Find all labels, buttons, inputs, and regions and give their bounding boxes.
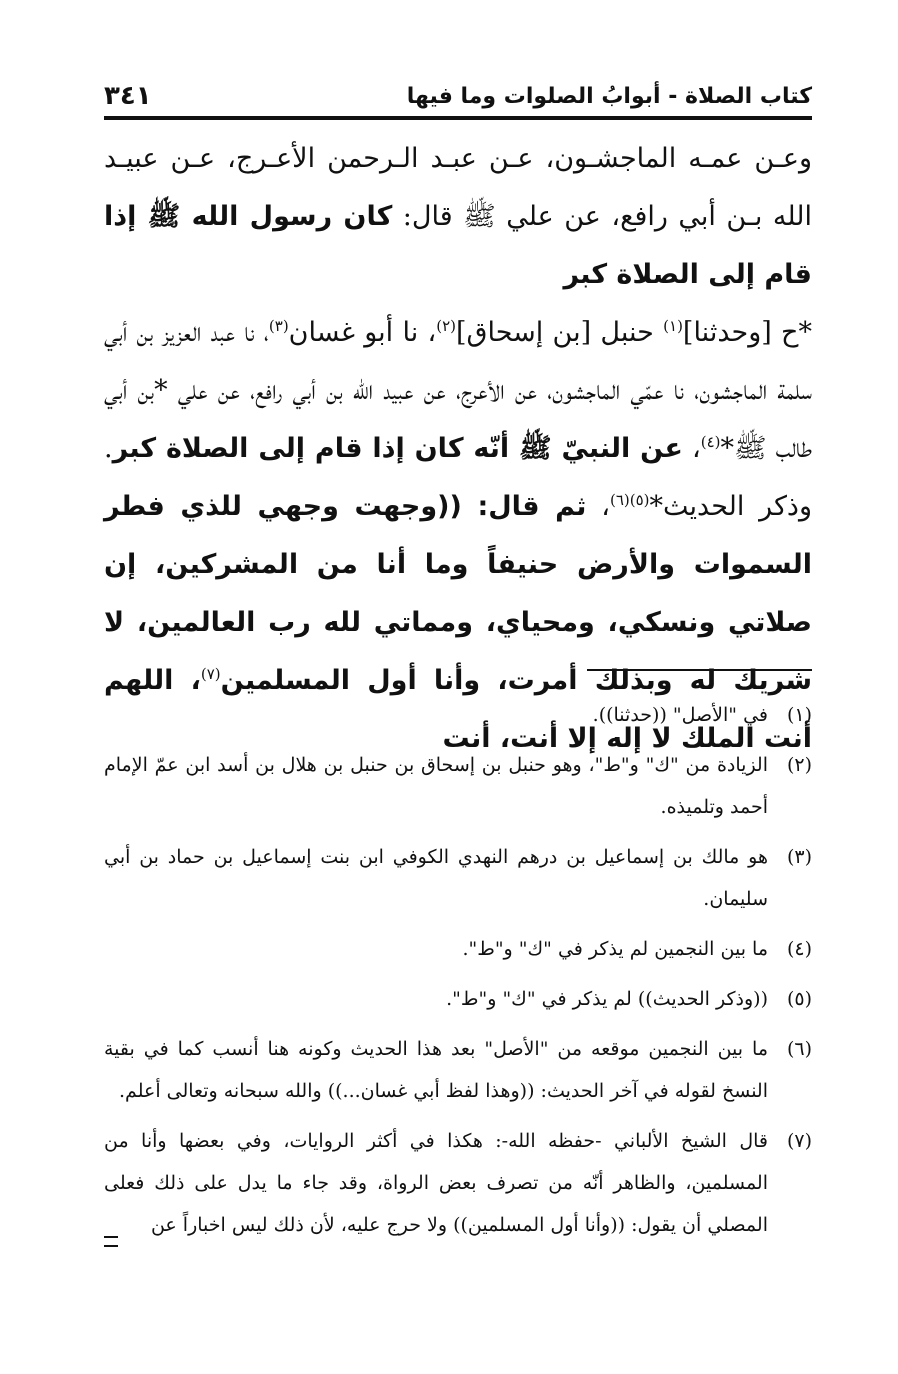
text-run: *ح [وحدثنا] (682, 317, 812, 348)
footnote-1 (104, 694, 812, 736)
paragraph-1 (104, 130, 812, 304)
footnote-ref: (٤) (700, 433, 721, 451)
hadith-text: ثم قال: ((وجهت وجهي للذي فطر السموات والأرض حنيفاً وما أنا من المشركين، إن صلاتي ونسكي، ومحياي، ومماتي لله رب العالمين، لا شريك له وبذلك أمرت، وأنا أول المسلمين (104, 491, 812, 696)
text-run: حنبل [بن إسحاق] (455, 317, 664, 348)
footnote-text: الزيادة من "ك" و"ط"، وهو حنبل بن إسحاق بن حنبل بن هلال بن أسد ابن عمّ الإمام أحمد وتلميذه. (104, 754, 768, 818)
footnote-ref: (١) (663, 317, 683, 335)
running-header (104, 78, 812, 114)
main-text (104, 130, 812, 768)
footnote-ref: (٣) (268, 317, 289, 335)
footnote-text: قال الشيخ الألباني -حفظه الله-: هكذا في أكثر الروايات، وفي بعضها وأنا من المسلمين، والظاهر أنّه من تصرف بعض الرواة، وقد جاء ما يدل على ذلك فعلى المصلي أن يقول: ((وأنا أول المسلمين)) ولا حرج عليه، لأن ذلك ليس اخباراً عن (104, 1130, 768, 1236)
footnote-text: ((وذكر الحديث)) لم يذكر في "ك" و"ط". (446, 988, 768, 1010)
footnote-5 (104, 978, 812, 1020)
continuation-mark (104, 1236, 118, 1247)
footnote-separator (587, 669, 812, 671)
hadith-text: كان رسول الله ﷺ إذا قام إلى الصلاة كبر (104, 201, 812, 290)
hadith-text: ، اللهم أنت الملك لا إله إلا أنت، أنت (104, 665, 812, 754)
footnote-text: ما بين النجمين موقعه من "الأصل" بعد هذا الحديث وكونه هنا أنسب كما في بقية النسخ لقوله في آخر الحديث: ((وهذا لفظ أبي غسان...)) والله سبحانه وتعالى أعلم. (104, 1038, 768, 1102)
footnote-2 (104, 744, 812, 828)
footnote-number: (٧) (786, 1130, 812, 1152)
footnote-ref: (٢) (436, 317, 456, 335)
text-run: ، (682, 433, 701, 464)
footnote-6 (104, 1028, 812, 1112)
footnote-number: (٢) (786, 754, 812, 776)
footnote-text: في "الأصل" ((حدثنا)). (592, 704, 768, 726)
footnote-text: هو مالك بن إسماعيل بن درهم النهدي الكوفي ابن بنت إسماعيل بن حماد بن أبي سليمان. (104, 846, 768, 910)
footnote-3 (104, 836, 812, 920)
footnotes (104, 694, 812, 1254)
chapter-title: كتاب الصلاة - أبوابُ الصلوات وما فيها (406, 83, 812, 109)
footnote-number: (٣) (786, 846, 812, 868)
footnote-number: (١) (786, 704, 812, 726)
page-number: ٣٤١ (104, 81, 152, 111)
text-run: ، نا أبو غسان (288, 317, 437, 348)
footnote-text: ما بين النجمين لم يذكر في "ك" و"ط". (462, 938, 768, 960)
text-run: ، (586, 491, 610, 522)
footnote-number: (٤) (786, 938, 812, 960)
footnote-7 (104, 1120, 812, 1246)
footnote-4 (104, 928, 812, 970)
footnote-ref: (٧) (200, 665, 221, 683)
footnote-number: (٦) (786, 1038, 812, 1060)
text-run: وعـن عمـه الماجشـون، عـن عبـد الـرحمن الأعـرج، عـن عبيـد الله بـن أبي رافع، عن علي ﷺ قال: (104, 143, 812, 232)
footnote-ref: (٥)(٦) (609, 491, 650, 509)
footnote-number: (٥) (786, 988, 812, 1010)
header-rule (104, 116, 812, 120)
text-run: ، نا عبد العزيز بن أبي سلمة الماجشون، نا عمّي الماجشون، عن الأعرج، عن عبيد الله بن أبي رافع، عن علي *بن أبي طالب ﷺ* (104, 317, 813, 464)
text-run: . وذكر الحديث* (104, 433, 812, 522)
hadith-text: عن النبيّ ﷺ أنّه كان إذا قام إلى الصلاة كبر (112, 433, 683, 464)
